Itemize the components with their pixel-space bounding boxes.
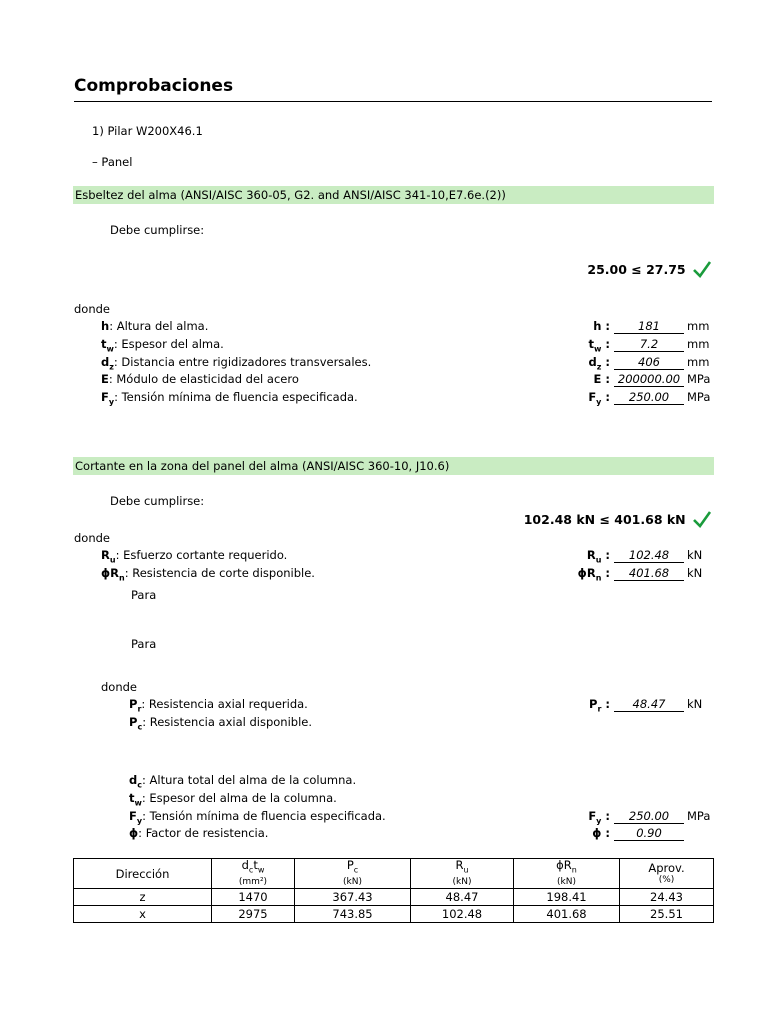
definition-row: $F_y$: Tensión mínima de fluencia especificada.	[129, 808, 386, 825]
unit-label: kN	[687, 697, 703, 711]
value-field: 401.68	[614, 566, 684, 581]
definition-text: : Espesor del alma.	[113, 336, 224, 351]
table-cell: 2975	[212, 906, 295, 923]
definition-text: : Distancia entre rigidizadores transversales.	[113, 354, 372, 369]
definition-value: $F_y$ : 250.00 MPa	[588, 808, 711, 825]
definition-text: : Tensión mínima de fluencia especificada.	[114, 390, 358, 405]
section1-condition-text: 25.00 ≤ 27.75	[587, 262, 686, 277]
table-cell: 25.51	[620, 906, 714, 923]
definition-value: $t_w$ : 7.2 mm	[589, 337, 713, 353]
definition-value: $P_r$ : 48.47 kN	[589, 697, 712, 713]
check-icon	[692, 260, 712, 278]
unit-label: kN	[687, 548, 703, 562]
value-field: 200000.00	[614, 372, 684, 387]
definition-text: : Altura del alma.	[109, 319, 209, 333]
section1-donde: donde	[74, 302, 110, 316]
definition-text: : Resistencia axial requerida.	[141, 697, 308, 711]
value-field: 406	[614, 355, 684, 370]
page-title: Comprobaciones	[74, 76, 234, 96]
unit-label: mm	[687, 336, 710, 351]
table-cell: 48.47	[411, 889, 514, 906]
section2-heading: Cortante en la zona del panel del alma (ANSI/AISC 360-10, J10.6)	[73, 457, 714, 475]
value-field: 250.00	[614, 390, 684, 405]
definition-text: : Tensión mínima de fluencia especificada.	[142, 808, 386, 823]
section1-condition	[587, 260, 712, 278]
definition-row: $d_c$: Altura total del alma de la columna.	[129, 773, 357, 790]
value-field: 0.90	[614, 826, 684, 841]
summary-table	[73, 858, 714, 923]
definition-value: ϕ : 0.90	[592, 826, 712, 841]
unit-label: mm	[687, 354, 710, 369]
table-cell: 198.41	[514, 889, 620, 906]
para-label-1: Para	[131, 588, 157, 602]
value-field: 102.48	[614, 548, 684, 563]
table-row	[74, 889, 714, 906]
section1-must: Debe cumplirse:	[110, 223, 205, 237]
table-cell: 743.85	[295, 906, 411, 923]
section2-condition-text: 102.48 kN ≤ 401.68 kN	[523, 512, 686, 527]
col-header-pc: $P_c$ (kN)	[295, 859, 411, 889]
definition-row: $d_z$: Distancia entre rigidizadores transversales.	[101, 354, 372, 371]
value-field: 7.2	[614, 337, 684, 352]
definition-row: $t_w$: Espesor del alma.	[101, 336, 224, 354]
col-header-ru: $R_u$ (kN)	[411, 859, 514, 889]
table-header-row	[74, 859, 714, 889]
definition-value: $d_z$ : 406 mm	[589, 355, 713, 371]
section2-donde: donde	[74, 531, 110, 545]
definition-row: $R_u$: Esfuerzo cortante requerido.	[101, 548, 288, 565]
definition-text: : Módulo de elasticidad del acero	[108, 372, 299, 387]
table-cell: 102.48	[411, 906, 514, 923]
definition-text: : Resistencia axial disponible.	[142, 714, 313, 729]
para-label-2: Para	[131, 637, 157, 651]
definition-text: : Espesor del alma de la columna.	[141, 790, 337, 805]
definition-value: E : 200000.00 MPa	[593, 372, 711, 387]
table-cell: 401.68	[514, 906, 620, 923]
definition-row: $F_y$: Tensión mínima de fluencia especificada.	[101, 390, 358, 407]
value-field: 48.47	[614, 697, 684, 712]
col-header-phirn: $\phi R_n$ (kN)	[514, 859, 620, 889]
value-field: 250.00	[614, 809, 684, 824]
section2-condition	[524, 510, 712, 528]
value-field: 181	[614, 319, 684, 334]
unit-label: MPa	[687, 372, 711, 387]
definition-row: $\phi R_n$: Resistencia de corte disponible.	[101, 565, 315, 583]
item-label: 1) Pilar W200X46.1	[92, 124, 203, 138]
definition-row: $t_w$: Espesor del alma de la columna.	[129, 790, 337, 808]
subitem-label: – Panel	[92, 155, 133, 169]
definition-row: ϕ: Factor de resistencia.	[129, 826, 269, 841]
section2-donde-2: donde	[101, 680, 137, 694]
table-row	[74, 906, 714, 923]
definition-row: $P_c$: Resistencia axial disponible.	[129, 714, 313, 732]
table-cell: x	[74, 906, 212, 923]
definition-text: : Esfuerzo cortante requerido.	[115, 548, 288, 562]
title-rule	[74, 101, 712, 102]
unit-label: kN	[687, 565, 703, 580]
definition-value: $R_u$ : 102.48 kN	[587, 548, 712, 564]
unit-label: MPa	[687, 808, 711, 823]
unit-label: MPa	[687, 390, 711, 405]
definition-value: $\phi R_n$ : 401.68 kN	[578, 566, 712, 582]
unit-label: mm	[687, 319, 710, 333]
definition-text: : Resistencia de corte disponible.	[124, 565, 315, 580]
col-header-dctw: $d_ct_w$ (mm²)	[212, 859, 295, 889]
col-header-aprov: Aprov. (%)	[620, 859, 714, 889]
definition-text: : Factor de resistencia.	[138, 826, 269, 841]
table-cell: 24.43	[620, 889, 714, 906]
table-cell: 1470	[212, 889, 295, 906]
table-cell: 367.43	[295, 889, 411, 906]
col-header-direccion: Dirección	[74, 859, 212, 889]
section2-must: Debe cumplirse:	[110, 494, 205, 508]
definition-text: : Altura total del alma de la columna.	[141, 773, 357, 787]
definition-row: E: Módulo de elasticidad del acero	[101, 372, 299, 387]
definition-value: h : 181 mm	[593, 319, 712, 334]
table-cell: z	[74, 889, 212, 906]
definition-value: $F_y$ : 250.00 MPa	[588, 390, 711, 407]
section1-heading: Esbeltez del alma (ANSI/AISC 360-05, G2. and ANSI/AISC 341-10,E7.6e.(2))	[73, 186, 714, 204]
definition-row: h: Altura del alma.	[101, 319, 209, 333]
definition-row: $P_r$: Resistencia axial requerida.	[129, 697, 308, 714]
check-icon	[692, 510, 712, 528]
